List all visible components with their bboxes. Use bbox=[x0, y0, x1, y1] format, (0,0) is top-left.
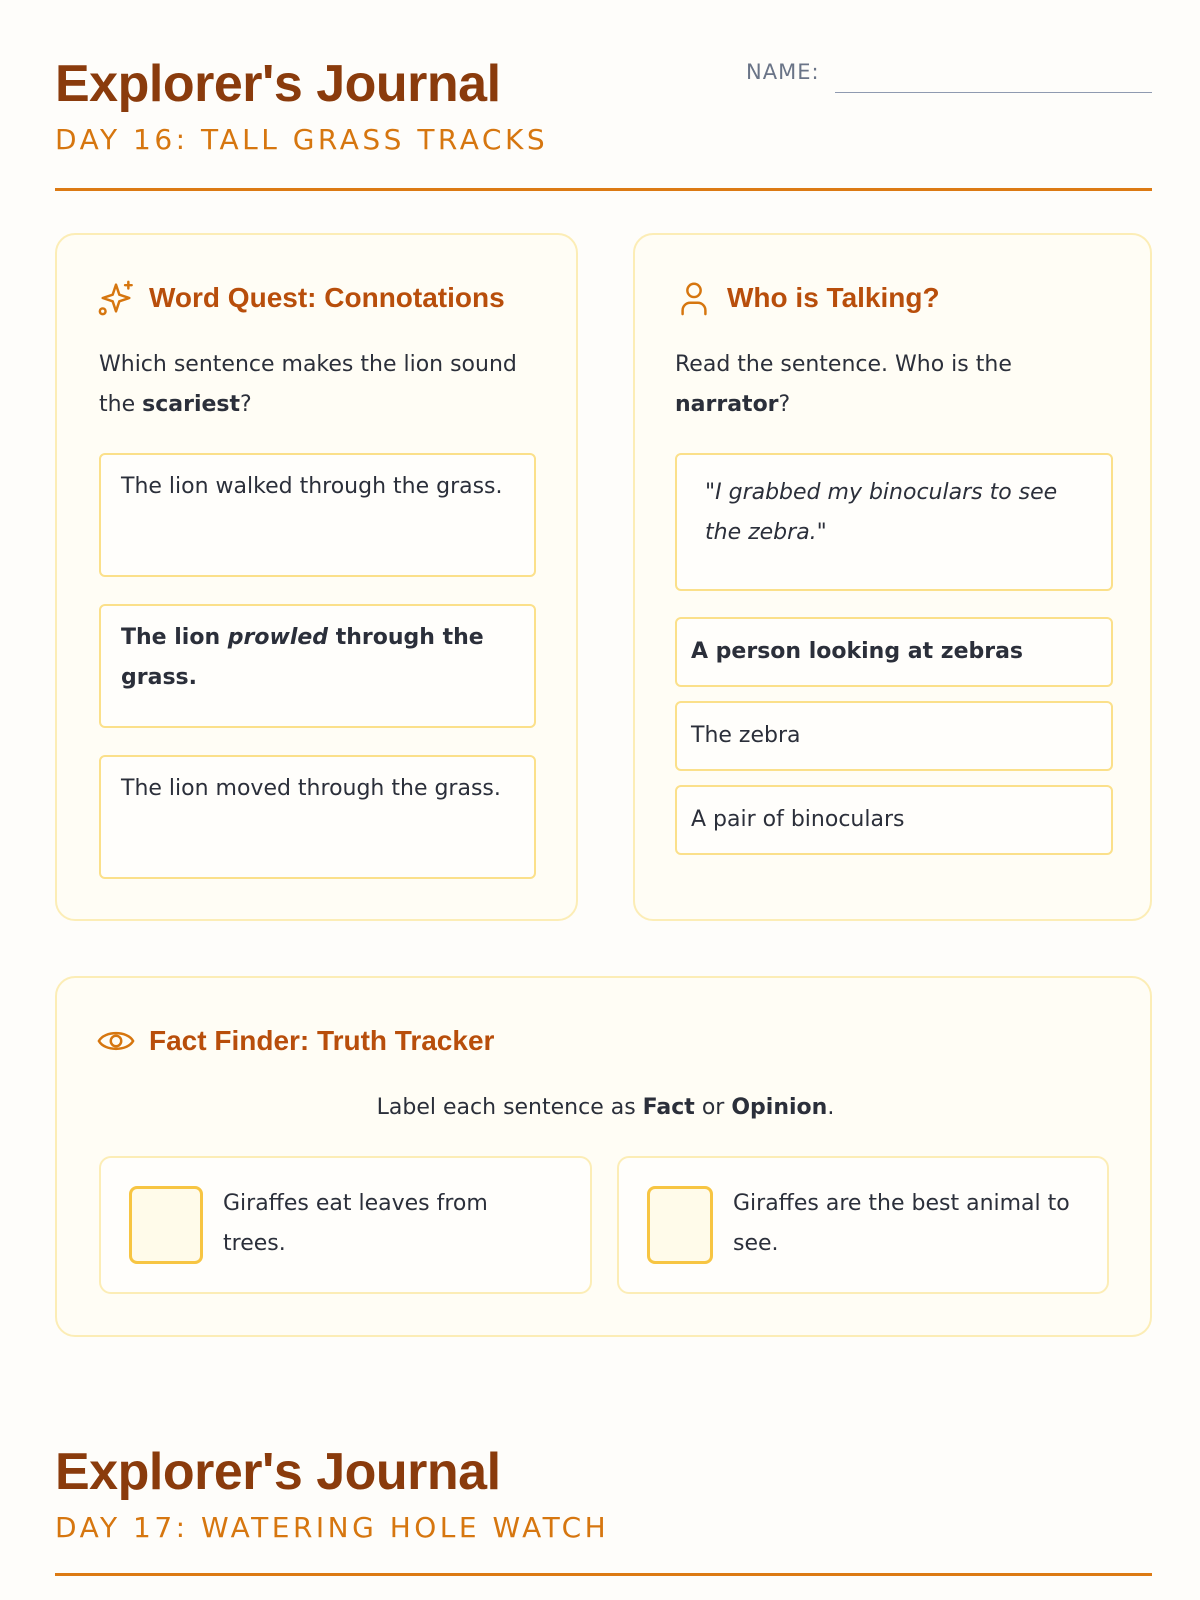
journal-subtitle-day17: DAY 17: WATERING HOLE WATCH bbox=[55, 1511, 610, 1544]
journal-header-day17 bbox=[55, 1443, 1152, 1544]
narrator-quote: "I grabbed my binoculars to see the zebra." bbox=[675, 453, 1113, 591]
name-field-line[interactable] bbox=[835, 92, 1152, 93]
header-divider-day17 bbox=[55, 1573, 1152, 1576]
journal-header bbox=[55, 55, 1152, 156]
who-talking-header bbox=[675, 279, 940, 317]
fact-finder-prompt: Label each sentence as Fact or Opinion. bbox=[376, 1095, 835, 1120]
fact-sentence-1: Giraffes eat leaves from trees. bbox=[223, 1191, 488, 1256]
narrator-option-3[interactable]: A pair of binoculars bbox=[675, 785, 1113, 855]
fact-finder-card bbox=[55, 976, 1152, 1337]
connotation-option-2[interactable]: The lion prowled through the grass. bbox=[99, 604, 536, 728]
fact-item-1 bbox=[99, 1156, 592, 1294]
journal-subtitle: DAY 16: TALL GRASS TRACKS bbox=[55, 123, 549, 156]
who-talking-title: Who is Talking? bbox=[727, 282, 940, 313]
fact-opinion-box-1[interactable] bbox=[129, 1186, 203, 1264]
who-talking-prompt: Read the sentence. Who is the narrator? bbox=[675, 352, 1012, 417]
word-quest-prompt: Which sentence makes the lion sound the scariest? bbox=[99, 352, 517, 417]
word-quest-header bbox=[97, 279, 505, 317]
connotation-option-1[interactable]: The lion walked through the grass. bbox=[99, 453, 536, 577]
journal-title: Explorer's Journal bbox=[55, 55, 501, 113]
word-quest-card bbox=[55, 233, 578, 921]
narrator-option-2[interactable]: The zebra bbox=[675, 701, 1113, 771]
journal-title-day17: Explorer's Journal bbox=[55, 1443, 501, 1501]
name-label: NAME: bbox=[746, 60, 820, 84]
fact-finder-title: Fact Finder: Truth Tracker bbox=[149, 1025, 495, 1056]
connotation-option-3[interactable]: The lion moved through the grass. bbox=[99, 755, 536, 879]
eye-icon bbox=[97, 1022, 135, 1060]
fact-sentence-2: Giraffes are the best animal to see. bbox=[733, 1191, 1070, 1256]
header-divider bbox=[55, 188, 1152, 191]
fact-finder-header bbox=[97, 1022, 494, 1060]
fact-item-2 bbox=[617, 1156, 1109, 1294]
who-talking-card bbox=[633, 233, 1152, 921]
word-quest-title: Word Quest: Connotations bbox=[149, 282, 505, 313]
person-icon bbox=[675, 279, 713, 317]
fact-opinion-box-2[interactable] bbox=[647, 1186, 713, 1264]
sparkles-icon bbox=[97, 279, 135, 317]
narrator-option-1[interactable]: A person looking at zebras bbox=[675, 617, 1113, 687]
